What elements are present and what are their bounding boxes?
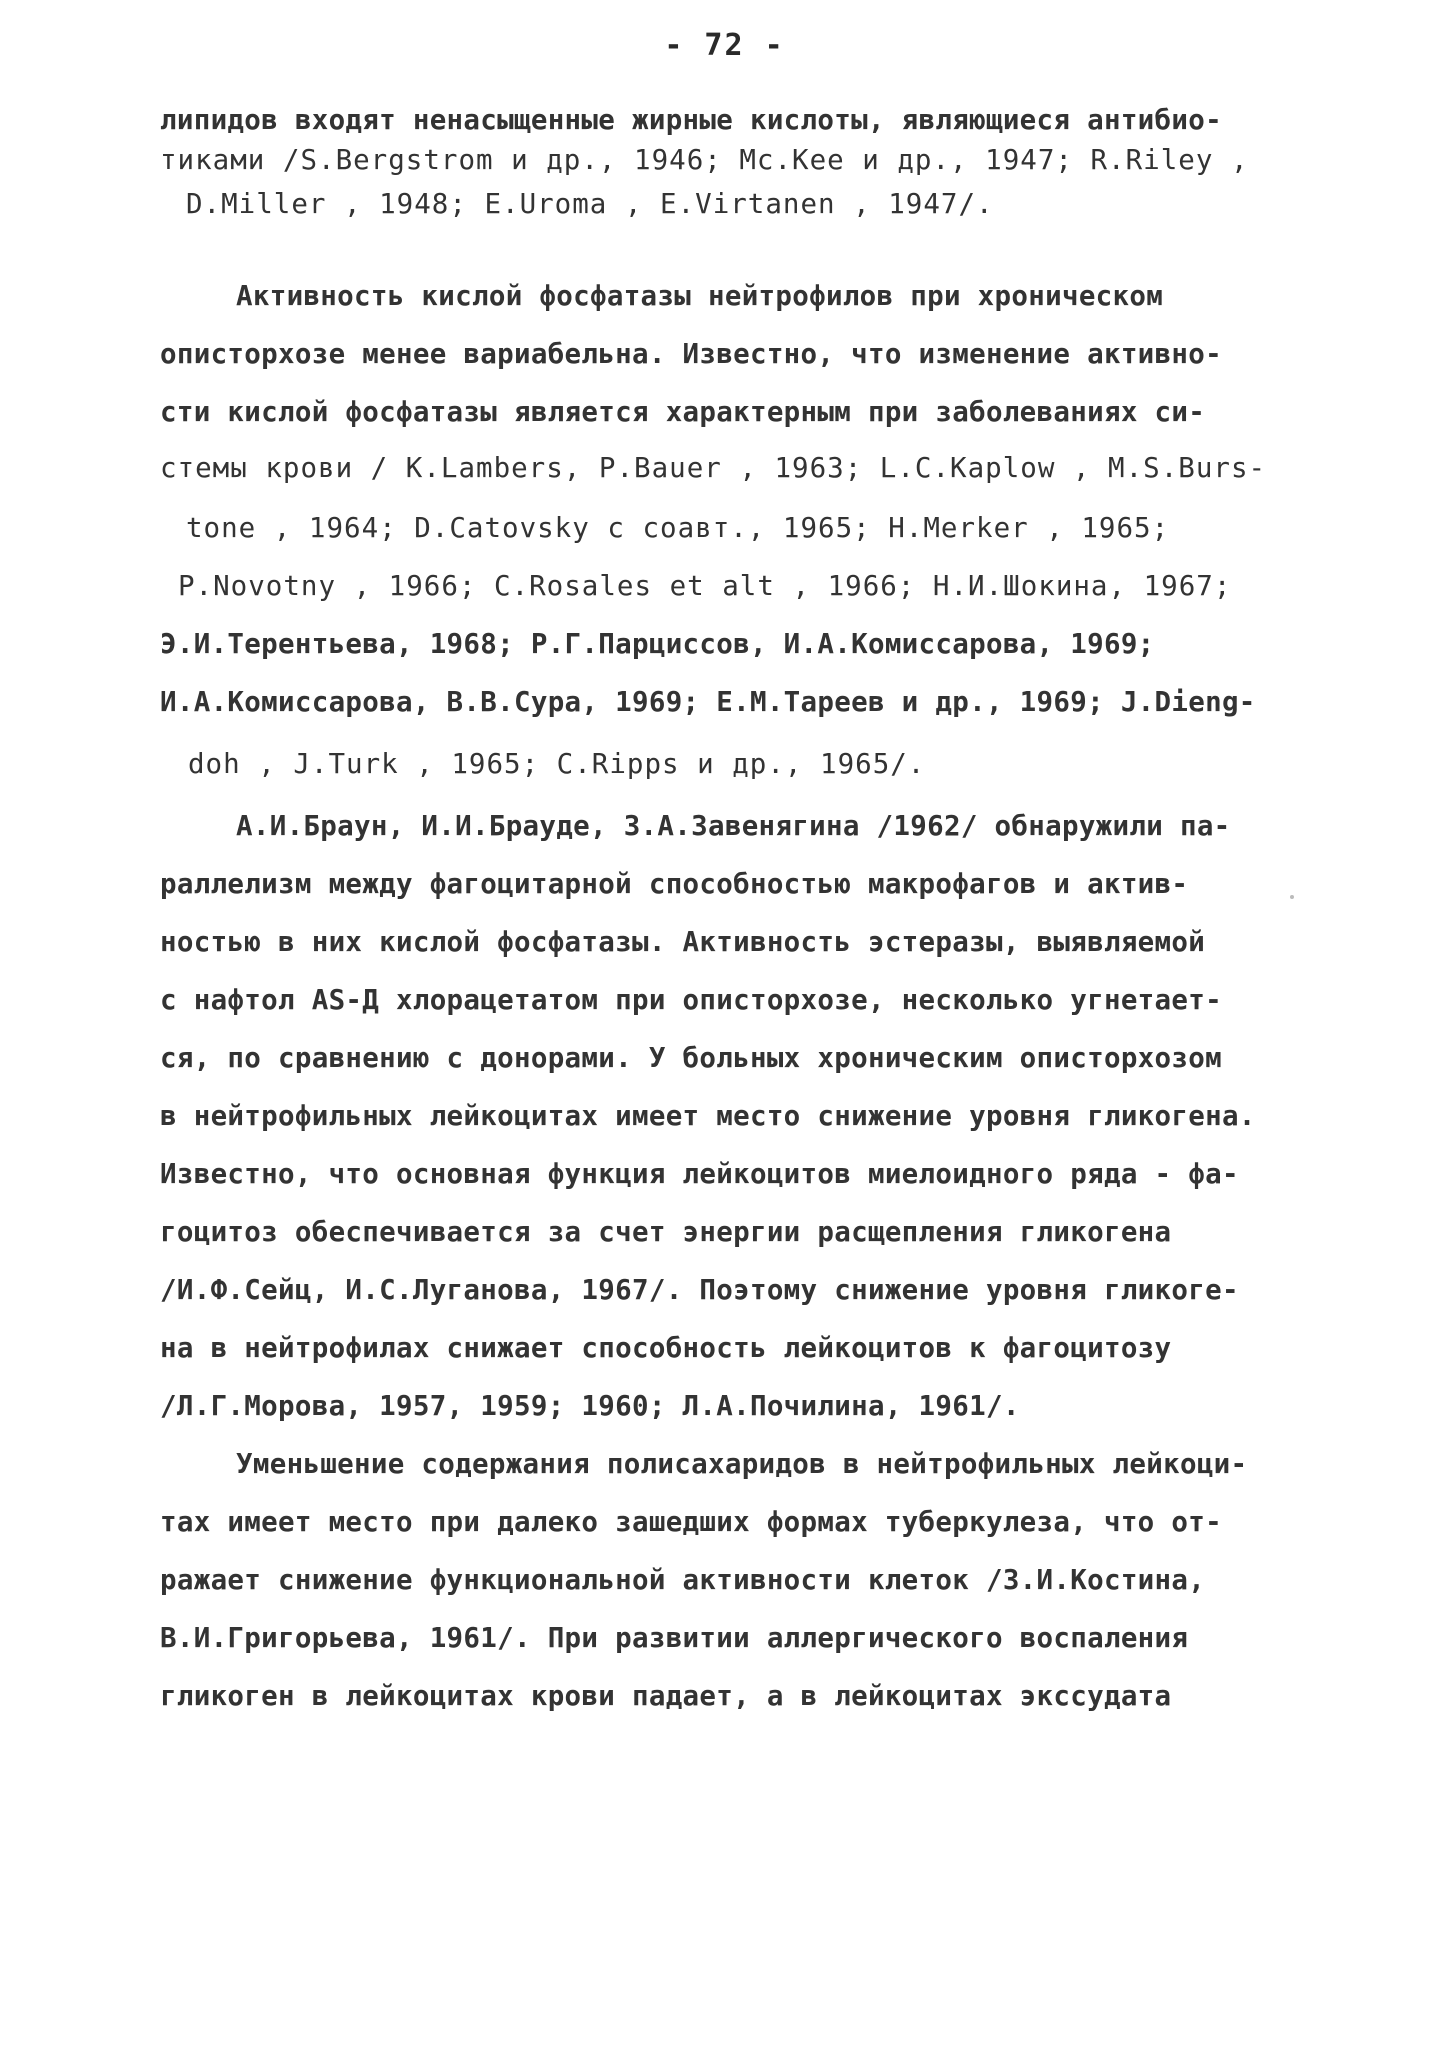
page-number: - 72 - [664,28,785,63]
text-line-20: гоцитоз обеспечивается за счет энергии расщепления гликогена [160,1216,1172,1248]
text-line-11: И.А.Комиссарова, В.В.Сура, 1969; Е.М.Тареев и др., 1969; J.Dieng- [160,686,1256,718]
text-line-26: ражает снижение функциональной активности клеток /З.И.Костина, [160,1564,1206,1596]
text-line-13: А.И.Браун, И.И.Брауде, З.А.Завенягина /1962/ обнаружили па- [236,810,1231,842]
text-line-12: doh , J.Turk , 1965; C.Ripps и др., 1965/. [188,748,926,780]
text-line-22: на в нейтрофилах снижает способность лейкоцитов к фагоцитозу [160,1332,1172,1364]
text-line-21: /И.Ф.Сейц, И.С.Луганова, 1967/. Поэтому снижение уровня гликоге- [160,1274,1239,1306]
text-line-19: Известно, что основная функция лейкоцитов миелоидного ряда - фа- [160,1158,1239,1190]
text-line-07: стемы крови / K.Lambers, P.Bauer , 1963; L.C.Kaplow , M.S.Burs- [160,452,1267,484]
text-line-04: Активность кислой фосфатазы нейтрофилов при хроническом [236,280,1164,312]
text-line-27: В.И.Григорьева, 1961/. При развитии аллергического воспаления [160,1622,1189,1654]
text-line-25: тах имеет место при далеко зашедших формах туберкулеза, что от- [160,1506,1222,1538]
text-line-08: tone , 1964; D.Catovsky с соавт., 1965; H.Merker , 1965; [186,512,1170,544]
text-line-18: в нейтрофильных лейкоцитах имеет место снижение уровня гликогена. [160,1100,1256,1132]
scan-speck [1290,895,1294,899]
text-line-17: ся, по сравнению с донорами. У больных хроническим описторхозом [160,1042,1222,1074]
text-line-16: с нафтол AS-Д хлорацетатом при описторхозе, несколько угнетает- [160,984,1222,1016]
text-line-06: сти кислой фосфатазы является характерным при заболеваниях си- [160,396,1206,428]
text-line-24: Уменьшение содержания полисахаридов в нейтрофильных лейкоци- [236,1448,1248,1480]
text-line-14: раллелизм между фагоцитарной способностью макрофагов и актив- [160,868,1189,900]
text-line-01: липидов входят ненасыщенные жирные кислоты, являющиеся антибио- [160,104,1222,136]
text-line-03: D.Miller , 1948; E.Uroma , E.Virtanen , 1947/. [186,188,994,220]
text-line-15: ностью в них кислой фосфатазы. Активность эстеразы, выявляемой [160,926,1206,958]
text-line-28: гликоген в лейкоцитах крови падает, а в лейкоцитах экссудата [160,1680,1172,1712]
text-line-02: тиками /S.Bergstrom и др., 1946; Mc.Kee и др., 1947; R.Riley , [160,144,1249,176]
text-line-10: Э.И.Терентьева, 1968; Р.Г.Парциссов, И.А.Комиссарова, 1969; [160,628,1155,660]
text-line-09: P.Novotny , 1966; C.Rosales et alt , 1966; Н.И.Шокина, 1967; [178,570,1232,602]
text-line-05: описторхозе менее вариабельна. Известно, что изменение активно- [160,338,1222,370]
text-line-23: /Л.Г.Морова, 1957, 1959; 1960; Л.А.Почилина, 1961/. [160,1390,1020,1422]
